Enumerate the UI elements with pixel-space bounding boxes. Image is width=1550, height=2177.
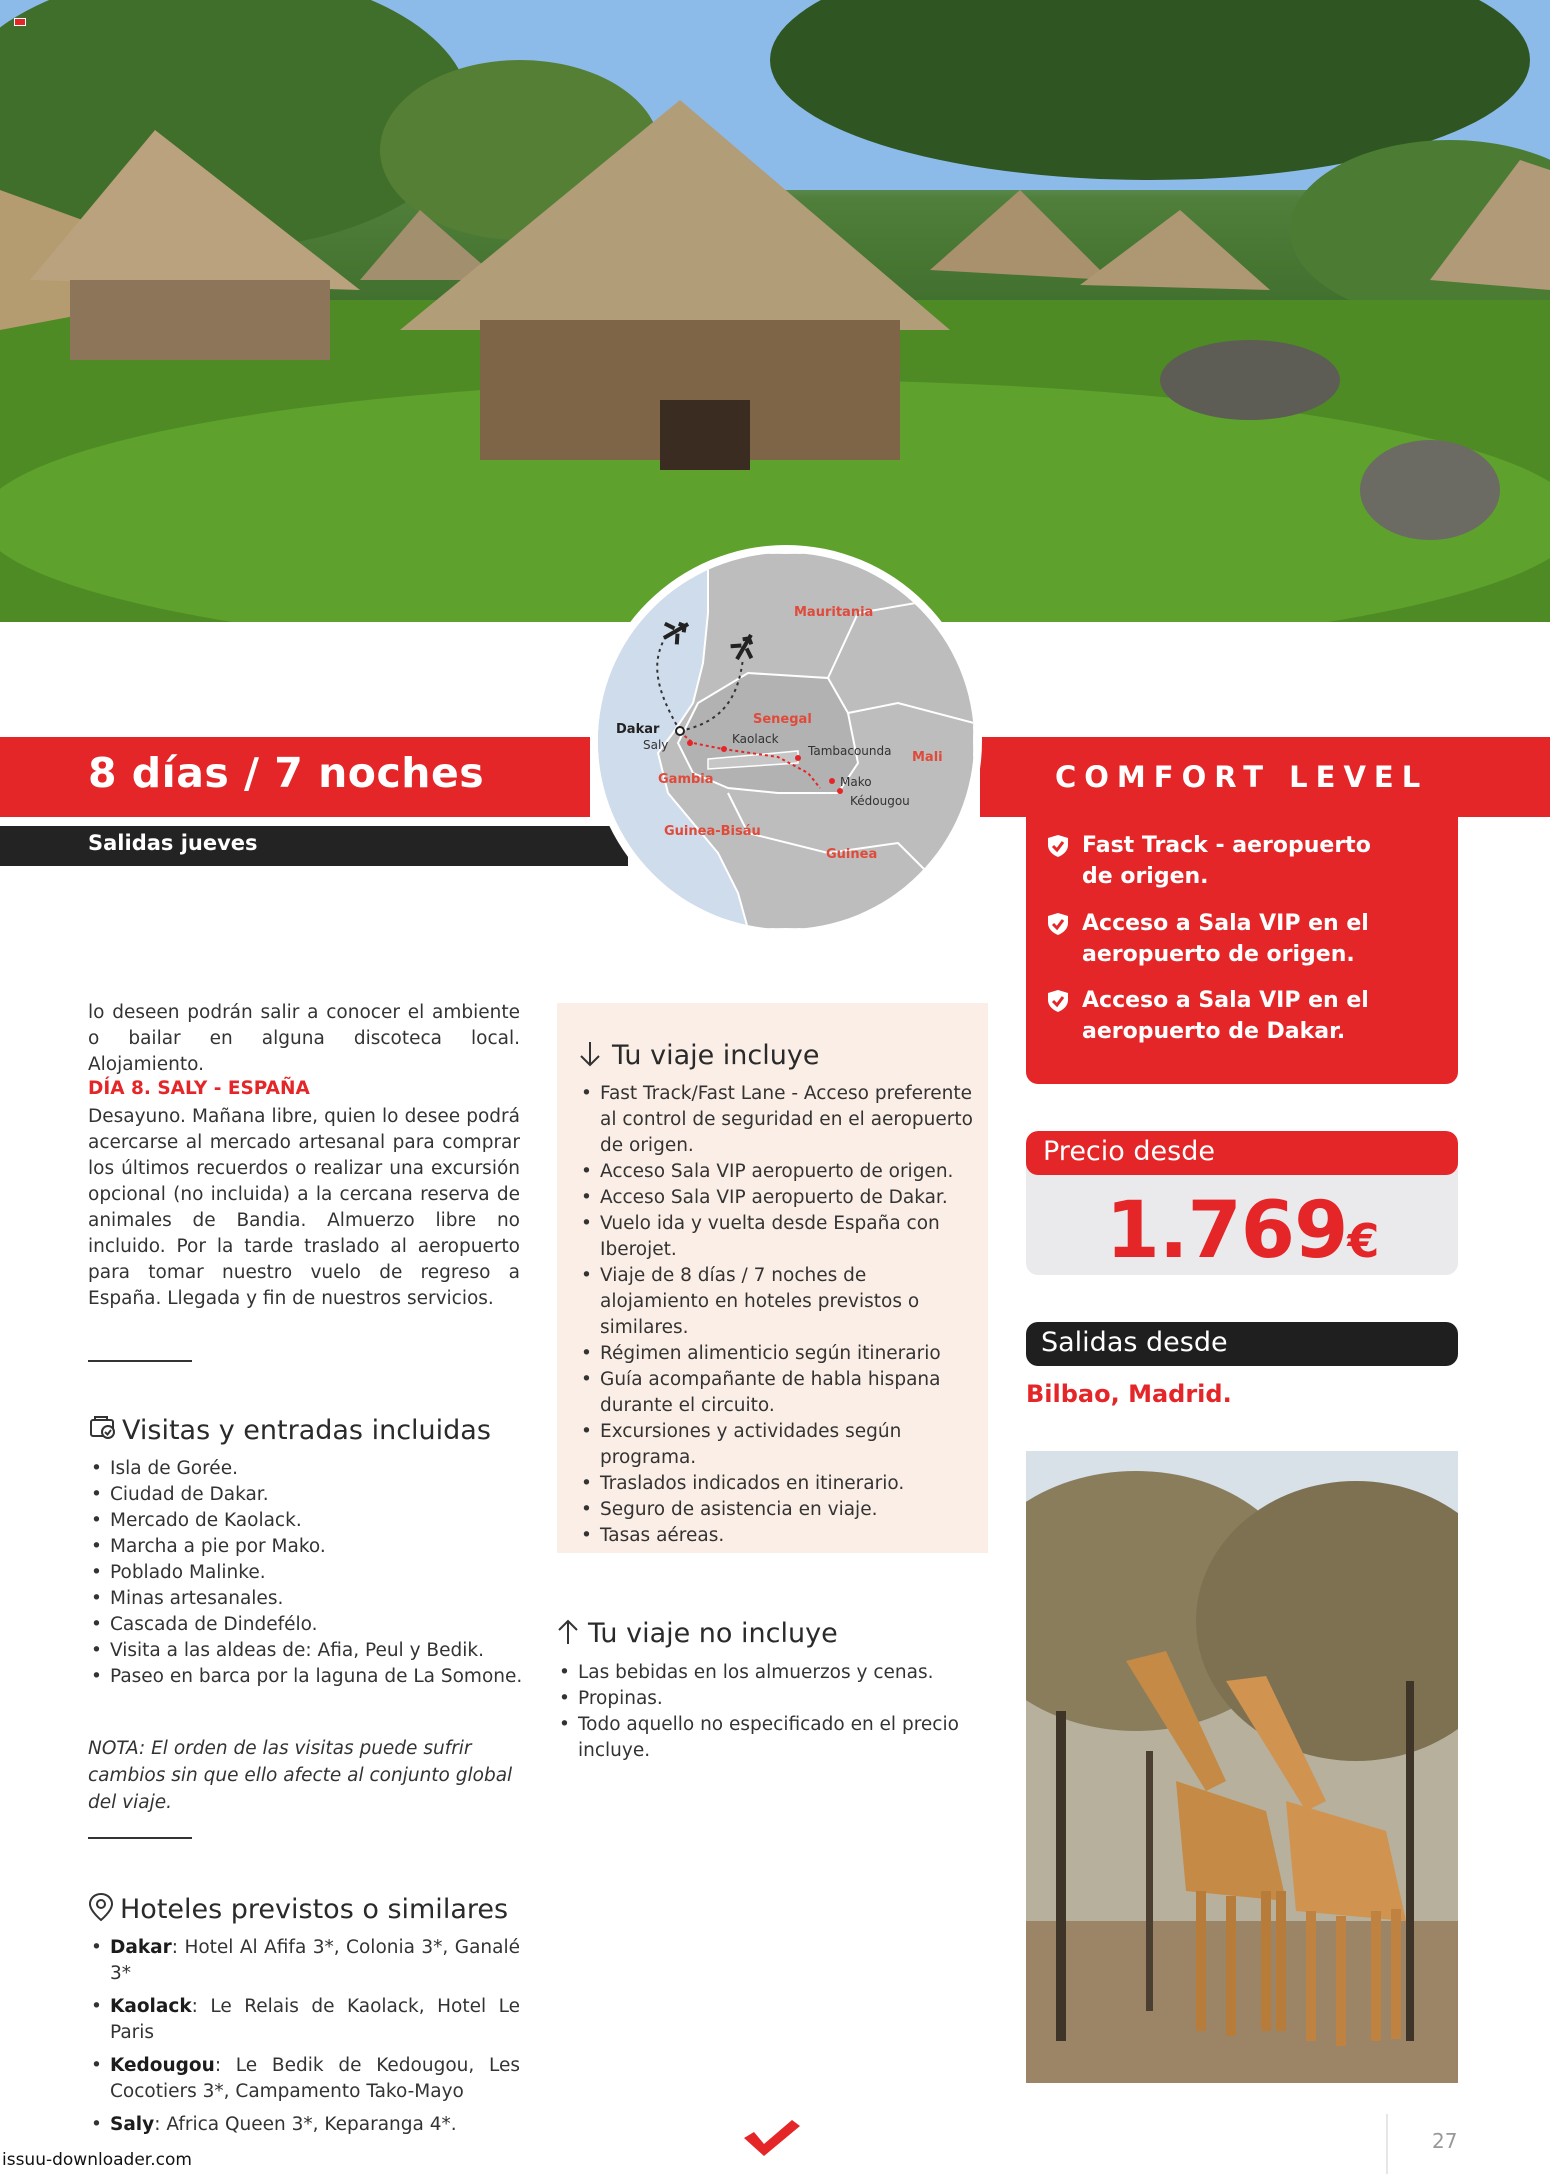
comfort-item-line2: aeropuerto de Dakar. xyxy=(1082,1019,1346,1044)
map-label-country: Guinea xyxy=(826,847,878,862)
list-item: • Visita a las aldeas de: Afia, Peul y Bedik. xyxy=(88,1638,528,1664)
price-value xyxy=(1026,1186,1458,1276)
departure-cities: Bilbao, Madrid. xyxy=(1026,1380,1232,1408)
includes-list xyxy=(578,1081,978,1549)
map-label-city: Kédougou xyxy=(850,794,910,808)
hotel-item xyxy=(88,2112,520,2138)
list-item: • Las bebidas en los almuerzos y cenas. xyxy=(556,1660,976,1686)
list-item: • Excursiones y actividades según programa. xyxy=(578,1419,978,1471)
list-item: • Mercado de Kaolack. xyxy=(88,1508,528,1534)
footer-divider xyxy=(1386,2114,1388,2174)
visits-section xyxy=(88,1414,491,1446)
not-included-heading xyxy=(556,1618,838,1649)
comfort-item-line1: Fast Track - aeropuerto xyxy=(1082,833,1371,858)
map-label-city: Dakar xyxy=(616,722,660,737)
hotel-city: Saly xyxy=(110,2114,155,2135)
list-item: • Todo aquello no especificado en el precio incluye. xyxy=(556,1712,976,1764)
comfort-item xyxy=(1046,830,1446,892)
itinerary-intro: lo deseen podrán salir a conocer el ambiente o bailar en alguna discoteca local. Alojamiento. xyxy=(88,1002,520,1075)
hotel-names: : Hotel Al Afifa 3*, Colonia 3*, Ganalé 3* xyxy=(110,1937,520,1984)
giraffes-photo xyxy=(1026,1451,1458,2083)
day8-description: Desayuno. Mañana libre, quien lo desee podrá acercarse al mercado artesanal para comprar los últimos recuerdos o realizar una excursión opcional (no incluida) a la cercana reserva de animales de Bandia. Almuerzo libre no incluido. Por la tarde traslado al aeropuerto para tomar nuestro vuelo de regreso a España. Llegada y fin de nuestros servicios. xyxy=(88,1106,520,1309)
check-shield-icon xyxy=(1046,989,1070,1013)
hotels-list xyxy=(88,1935,520,2145)
includes-title: Tu viaje incluye xyxy=(612,1040,820,1071)
list-item: • Poblado Malinke. xyxy=(88,1560,528,1586)
map-label-city: Mako xyxy=(840,775,872,789)
list-item: • Seguro de asistencia en viaje. xyxy=(578,1497,978,1523)
hotel-names: : Le Bedik de Kedougou, Les Cocotiers 3*, Campamento Tako-Mayo xyxy=(110,2055,520,2102)
comfort-item-line2: aeropuerto de origen. xyxy=(1082,942,1355,967)
departures-label: Salidas desde xyxy=(1041,1327,1228,1358)
visits-note: NOTA: El orden de las visitas puede sufrir cambios sin que ello afecte al conjunto global del viaje. xyxy=(88,1738,513,1813)
comfort-level-title: COMFORT LEVEL xyxy=(1055,760,1429,794)
list-item: • Vuelo ida y vuelta desde España con Iberojet. xyxy=(578,1211,978,1263)
ticket-icon xyxy=(88,1414,118,1442)
list-item: • Traslados indicados en itinerario. xyxy=(578,1471,978,1497)
not-included-list xyxy=(556,1660,976,1764)
arrow-up-icon xyxy=(556,1618,580,1646)
flag-mark xyxy=(14,18,26,26)
watermark-text: issuu-downloader.com xyxy=(0,2150,196,2170)
visits-title: Visitas y entradas incluidas xyxy=(122,1415,491,1446)
map-label-city: Kaolack xyxy=(732,732,779,746)
map-label-country: Gambia xyxy=(658,772,714,787)
trip-duration: 8 días / 7 noches xyxy=(88,749,485,797)
comfort-item xyxy=(1046,908,1446,970)
check-shield-icon xyxy=(1046,912,1070,936)
hero-photo-huts xyxy=(0,0,1550,622)
page-number: 27 xyxy=(1432,2129,1458,2153)
hotel-city: Kedougou xyxy=(110,2055,215,2076)
comfort-item-line2: de origen. xyxy=(1082,864,1209,889)
departure-days: Salidas jueves xyxy=(88,831,258,855)
price-amount: 1.769 xyxy=(1105,1186,1348,1276)
map-label-country: Senegal xyxy=(753,712,812,727)
brand-check-logo-icon xyxy=(740,2118,804,2158)
hotel-names: : Africa Queen 3*, Keparanga 4*. xyxy=(154,2114,457,2135)
list-item: • Régimen alimenticio según itinerario xyxy=(578,1341,978,1367)
map-label-country: Mali xyxy=(912,750,943,765)
check-shield-icon xyxy=(1046,834,1070,858)
list-item: • Ciudad de Dakar. xyxy=(88,1482,528,1508)
hotels-section xyxy=(88,1892,508,1925)
section-divider xyxy=(88,1837,192,1839)
list-item: • Propinas. xyxy=(556,1686,976,1712)
hotel-city: Kaolack xyxy=(110,1996,192,2017)
hotel-city: Dakar xyxy=(110,1937,172,1958)
list-item: • Isla de Gorée. xyxy=(88,1456,528,1482)
visits-list xyxy=(88,1456,528,1690)
list-item: • Cascada de Dindefélo. xyxy=(88,1612,528,1638)
list-item: • Guía acompañante de habla hispana durante el circuito. xyxy=(578,1367,978,1419)
comfort-item xyxy=(1046,985,1446,1047)
list-item: • Viaje de 8 días / 7 noches de alojamiento en hoteles previstos o similares. xyxy=(578,1263,978,1341)
list-item: • Tasas aéreas. xyxy=(578,1523,978,1549)
includes-heading xyxy=(578,1040,819,1071)
list-item: • Marcha a pie por Mako. xyxy=(88,1534,528,1560)
route-map xyxy=(598,553,974,929)
price-currency: € xyxy=(1347,1214,1379,1268)
hotels-title: Hoteles previstos o similares xyxy=(120,1894,509,1925)
hotel-names: : Le Relais de Kaolack, Hotel Le Paris xyxy=(110,1996,520,2043)
list-item: • Acceso Sala VIP aeropuerto de origen. xyxy=(578,1159,978,1185)
map-label-city: Saly xyxy=(643,738,669,752)
section-divider xyxy=(88,1360,192,1362)
hotel-item xyxy=(88,2053,520,2105)
list-item: • Fast Track/Fast Lane - Acceso preferente al control de seguridad en el aeropuerto de origen. xyxy=(578,1081,978,1159)
map-label-country: Guinea-Bisáu xyxy=(664,824,761,839)
hotel-item xyxy=(88,1994,520,2046)
price-label: Precio desde xyxy=(1043,1136,1215,1167)
map-label-city: Tambacounda xyxy=(808,744,892,758)
map-label-country: Mauritania xyxy=(794,605,874,620)
arrow-down-icon xyxy=(578,1040,602,1068)
hotel-item xyxy=(88,1935,520,1987)
location-pin-icon xyxy=(88,1892,114,1922)
day8-title: DÍA 8. SALY - ESPAÑA xyxy=(88,1078,310,1099)
comfort-item-line1: Acceso a Sala VIP en el xyxy=(1082,911,1369,936)
comfort-item-line1: Acceso a Sala VIP en el xyxy=(1082,988,1369,1013)
not-included-title: Tu viaje no incluye xyxy=(588,1618,838,1649)
list-item: • Minas artesanales. xyxy=(88,1586,528,1612)
comfort-level-box xyxy=(1026,810,1458,1084)
list-item: • Acceso Sala VIP aeropuerto de Dakar. xyxy=(578,1185,978,1211)
list-item: • Paseo en barca por la laguna de La Somone. xyxy=(88,1664,528,1690)
